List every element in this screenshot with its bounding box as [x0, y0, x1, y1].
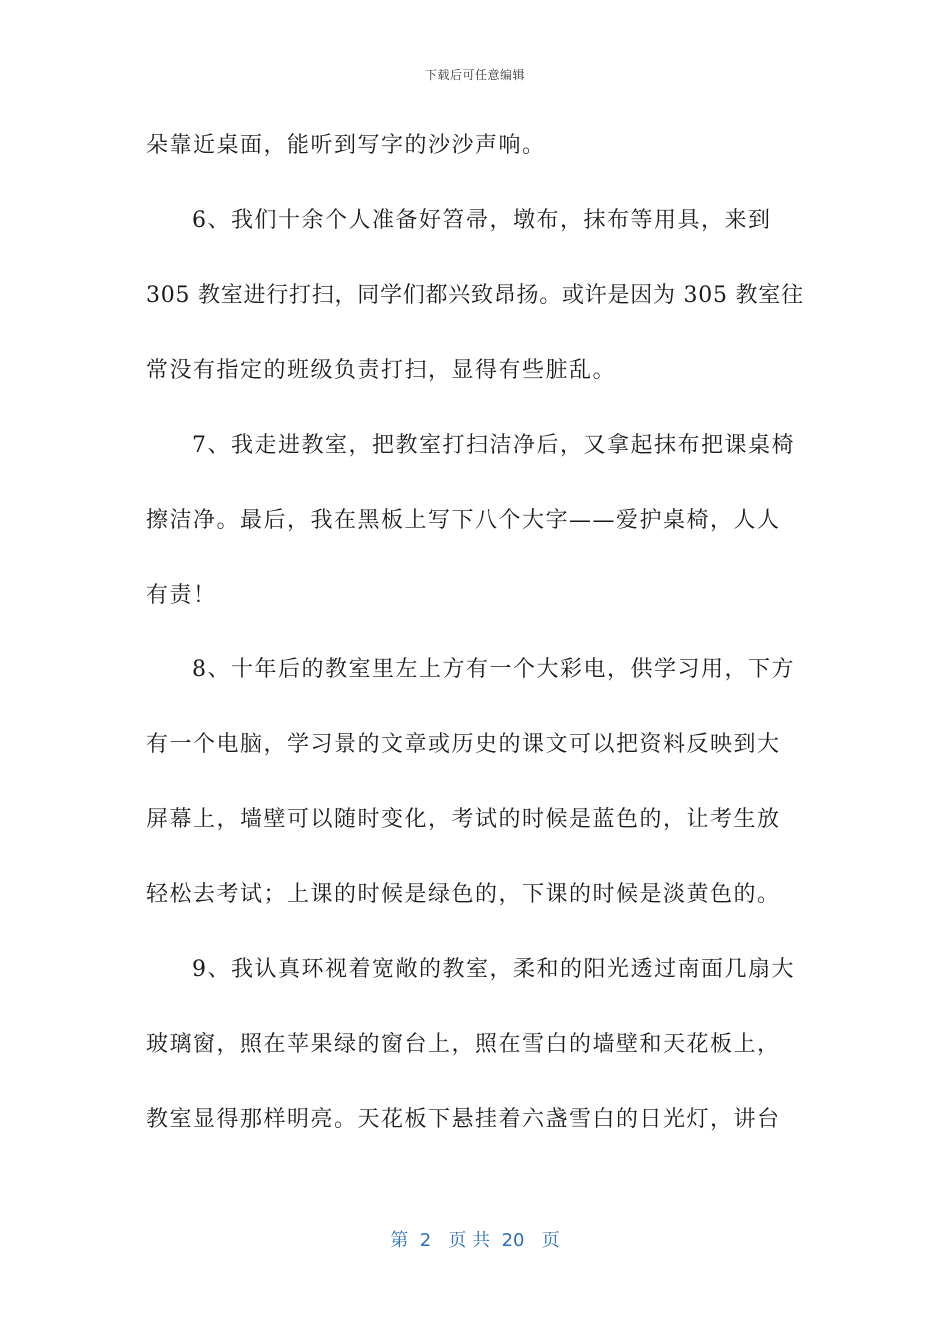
text-line: 擦洁净。最后，我在黑板上写下八个大字——爱护桌椅，人人: [146, 508, 781, 533]
text-line: 有责！: [146, 583, 217, 608]
text-line: 轻松去考试；上课的时候是绿色的，下课的时候是淡黄色的。: [146, 882, 781, 907]
text-line: 朵靠近桌面，能听到写字的沙沙声响。: [146, 133, 546, 158]
text-line: 教室显得那样明亮。天花板下悬挂着六盏雪白的日光灯，讲台: [146, 1107, 781, 1132]
text-line: 屏幕上，墙壁可以随时变化，考试的时候是蓝色的，让考生放: [146, 807, 781, 832]
text-line: 305 教室进行打扫，同学们都兴致昂扬。或许是因为 305 教室往: [146, 283, 804, 308]
text-line: 玻璃窗，照在苹果绿的窗台上，照在雪白的墙壁和天花板上，: [146, 1032, 781, 1057]
page-header: 下载后可任意编辑: [424, 68, 525, 82]
text-line: 有一个电脑，学习景的文章或历史的课文可以把资料反映到大: [146, 732, 781, 757]
page-number-footer: 第 2 页 共 20 页: [390, 1230, 560, 1251]
text-line: 常没有指定的班级负责打扫，显得有些脏乱。: [146, 358, 617, 383]
text-line: 7、我走进教室，把教室打扫洁净后，又拿起抹布把课桌椅: [192, 433, 795, 458]
text-line: 9、我认真环视着宽敞的教室，柔和的阳光透过南面几扇大: [192, 957, 795, 982]
text-line: 8、十年后的教室里左上方有一个大彩电，供学习用，下方: [192, 657, 795, 682]
text-line: 6、我们十余个人准备好笤帚，墩布，抹布等用具，来到: [192, 208, 772, 233]
